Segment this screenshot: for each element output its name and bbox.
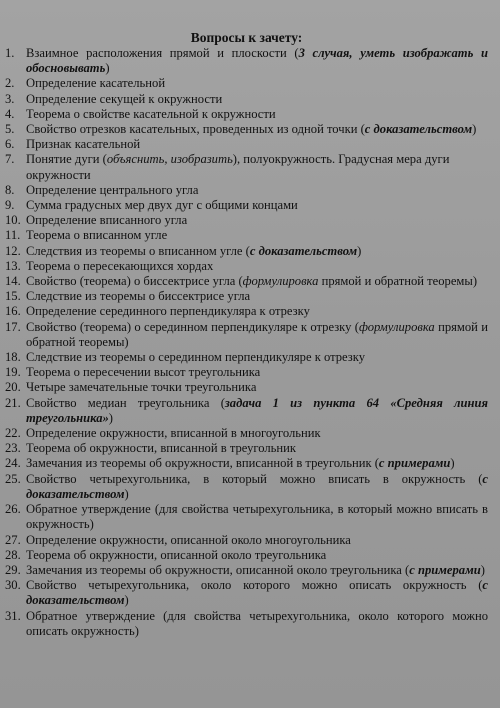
question-text: ) — [472, 122, 477, 137]
question-text: прямой и обратной теоремы) — [26, 319, 489, 349]
question-number: 6. — [5, 137, 15, 152]
question-number: 25. — [5, 471, 21, 486]
question-number: 27. — [5, 532, 21, 547]
question-item — [5, 152, 488, 182]
question-number: 22. — [5, 426, 21, 441]
question-item — [5, 533, 488, 548]
question-number: 18. — [5, 350, 21, 365]
question-emphasis: задача 1 из пункта 64 «Средняя линия треугольника» — [26, 395, 488, 425]
question-text: Замечания из теоремы об окружности, описанной около треугольника ( — [26, 562, 410, 577]
question-number: 23. — [5, 441, 21, 456]
question-item — [5, 472, 488, 502]
question-text: Замечания из теоремы об окружности, вписанной в треугольник ( — [26, 456, 379, 471]
question-text: Следствия из теоремы о вписанном угле ( — [26, 243, 250, 258]
question-text: Определение секущей к окружности — [26, 91, 223, 106]
question-text: Свойство четырехугольника, около которого можно описать окружность ( — [26, 578, 483, 593]
question-text: Теорема об окружности, вписанной в треугольник — [26, 441, 296, 456]
question-emphasis: 3 случая, уметь изображать и обосновывать — [26, 46, 488, 76]
question-text: Следствие из теоремы о серединном перпендикуляре к отрезку — [26, 350, 365, 365]
question-item — [5, 92, 488, 107]
question-number: 31. — [5, 608, 21, 623]
question-text: Теорема об окружности, описанной около треугольника — [26, 547, 327, 562]
question-number: 15. — [5, 289, 21, 304]
question-item — [5, 578, 488, 608]
question-item — [5, 304, 488, 319]
question-number: 4. — [5, 106, 15, 121]
question-emphasis: с примерами — [409, 562, 481, 577]
question-text: Теорема о пересечении высот треугольника — [26, 365, 261, 380]
question-item — [5, 198, 488, 213]
question-text: Свойство отрезков касательных, проведенных из одной точки ( — [26, 122, 365, 137]
question-number: 10. — [5, 213, 21, 228]
question-number: 28. — [5, 547, 21, 562]
question-emphasis: с доказательством — [26, 471, 488, 501]
question-item — [5, 289, 488, 304]
question-text: Теорема о вписанном угле — [26, 228, 168, 243]
question-item — [5, 380, 488, 395]
question-item — [5, 426, 488, 441]
question-emphasis: формулировка — [358, 319, 435, 334]
question-item — [5, 46, 488, 76]
question-number: 9. — [5, 198, 15, 213]
question-number: 21. — [5, 395, 21, 410]
question-item — [5, 274, 488, 289]
question-text: ) — [480, 562, 485, 577]
question-item — [5, 365, 488, 380]
question-text: Сумма градусных мер двух дуг с общими концами — [26, 198, 298, 213]
question-number: 30. — [5, 578, 21, 593]
question-text: ) — [105, 61, 110, 76]
question-item — [5, 441, 488, 456]
question-number: 12. — [5, 243, 21, 258]
question-text: Определение окружности, описанной около многоугольника — [26, 532, 351, 547]
question-text: ) — [450, 456, 455, 471]
question-number: 20. — [5, 380, 21, 395]
question-number: 7. — [5, 152, 15, 167]
question-emphasis: объяснить, изобразить — [106, 152, 233, 167]
question-text: Признак касательной — [26, 137, 141, 152]
question-item — [5, 502, 488, 532]
question-text: Определение касательной — [26, 76, 166, 91]
question-number: 24. — [5, 456, 21, 471]
question-item — [5, 350, 488, 365]
question-text: Обратное утверждение (для свойства четырехугольника, около которого можно описать окружность) — [26, 608, 488, 638]
question-text: ) — [108, 410, 113, 425]
question-number: 8. — [5, 182, 15, 197]
question-text: Обратное утверждение (для свойства четырехугольника, в который можно вписать в окружность) — [26, 502, 488, 532]
question-item — [5, 228, 488, 243]
question-number: 17. — [5, 319, 21, 334]
question-number: 29. — [5, 562, 21, 577]
question-text: Определение окружности, вписанной в многоугольник — [26, 426, 321, 441]
question-item — [5, 122, 488, 137]
question-number: 13. — [5, 258, 21, 273]
question-item — [5, 609, 488, 639]
question-number: 5. — [5, 122, 15, 137]
question-item — [5, 244, 488, 259]
question-item — [5, 213, 488, 228]
question-text: Свойство медиан треугольника ( — [26, 395, 225, 410]
question-number: 16. — [5, 304, 21, 319]
question-text: Понятие дуги ( — [26, 152, 107, 167]
question-text: Следствие из теоремы о биссектрисе угла — [26, 289, 251, 304]
page-title: Вопросы к зачету: — [190, 30, 303, 45]
question-emphasis: с примерами — [378, 456, 451, 471]
question-emphasis: с доказательством — [364, 122, 473, 137]
question-text: Теорема о свойстве касательной к окружности — [26, 106, 276, 121]
question-text: Определение вписанного угла — [26, 213, 188, 228]
question-text: Четыре замечательные точки треугольника — [26, 380, 257, 395]
question-item — [5, 563, 488, 578]
question-text: Взаимное расположения прямой и плоскости ( — [26, 46, 299, 60]
question-list — [5, 46, 488, 639]
question-item — [5, 137, 488, 152]
question-item — [5, 107, 488, 122]
question-item — [5, 456, 488, 471]
question-text: ) — [357, 243, 362, 258]
question-item — [5, 259, 488, 274]
question-number: 1. — [5, 46, 15, 60]
question-text: ) — [124, 593, 129, 608]
question-item — [5, 396, 488, 426]
question-text: Свойство (теорема) о серединном перпендикуляре к отрезку ( — [26, 319, 359, 334]
question-number: 11. — [5, 228, 21, 243]
question-emphasis: с доказательством — [249, 243, 358, 258]
question-number: 14. — [5, 274, 21, 289]
question-number: 2. — [5, 76, 15, 91]
question-text: Определение центрального угла — [26, 182, 199, 197]
question-text: Определение серединного перпендикуляра к отрезку — [26, 304, 310, 319]
question-item — [5, 183, 488, 198]
question-emphasis: с доказательством — [26, 578, 488, 608]
question-text: прямой и обратной теоремы) — [318, 274, 478, 289]
question-text: Свойство четырехугольника, в который можно вписать в окружность ( — [26, 471, 483, 486]
question-item — [5, 548, 488, 563]
question-text: Свойство (теорема) о биссектрисе угла ( — [26, 274, 243, 289]
question-number: 3. — [5, 91, 15, 106]
question-item — [5, 76, 488, 91]
question-emphasis: формулировка — [242, 274, 319, 289]
question-text: ), полуокружность. Градусная мера дуги окружности — [26, 152, 450, 182]
question-text: Теорема о пересекающихся хордах — [26, 258, 214, 273]
question-text: ) — [124, 486, 129, 501]
question-number: 19. — [5, 365, 21, 380]
question-number: 26. — [5, 502, 21, 517]
question-item — [5, 320, 488, 350]
